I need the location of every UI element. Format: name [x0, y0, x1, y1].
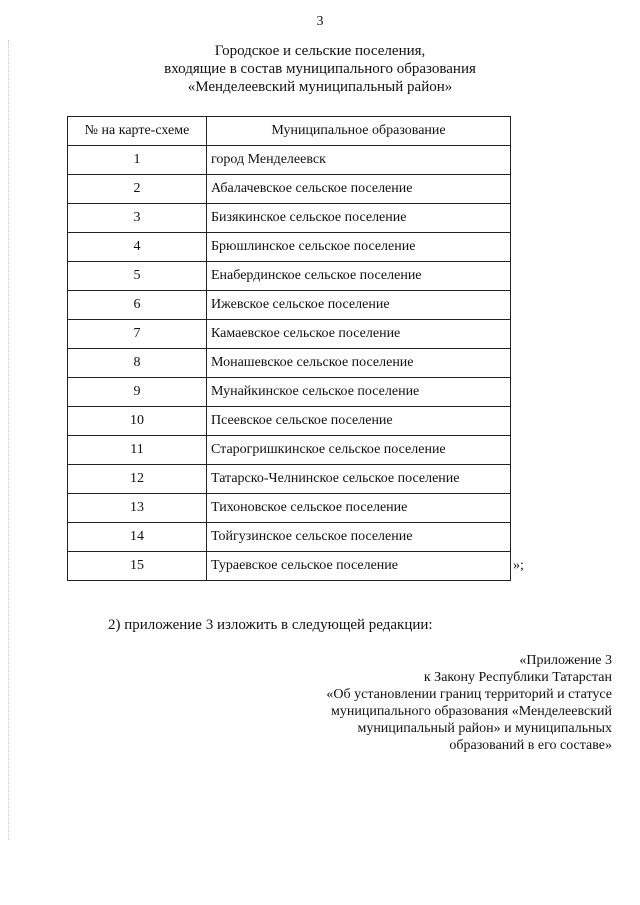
appendix-reference [252, 652, 612, 754]
document-heading [0, 42, 640, 96]
row-municipality-name: Абалачевское сельское поселение [207, 175, 511, 204]
appendix-line-6: образований в его составе» [449, 738, 612, 753]
appendix-line-2: к Закону Республики Татарстан [423, 670, 612, 685]
row-municipality-name: Старогришкинское сельское поселение [207, 436, 511, 465]
table-row [68, 262, 511, 291]
row-municipality-name: Тойгузинское сельское поселение [207, 523, 511, 552]
heading-line-3: «Менделеевский муниципальный район» [187, 79, 453, 95]
table-row [68, 204, 511, 233]
row-map-number: 6 [68, 291, 207, 320]
column-header-municipality: Муниципальное образование [207, 117, 511, 146]
closing-quote: »; [513, 558, 524, 573]
amendment-clause: 2) приложение 3 изложить в следующей редакции: [108, 617, 433, 633]
settlements-table [67, 116, 511, 581]
row-municipality-name: Тураевское сельское поселение [207, 552, 511, 581]
row-map-number: 1 [68, 146, 207, 175]
heading-line-1: Городское и сельские поселения, [214, 43, 426, 59]
table-row [68, 291, 511, 320]
row-map-number: 8 [68, 349, 207, 378]
row-municipality-name: Мунайкинское сельское поселение [207, 378, 511, 407]
row-municipality-name: Камаевское сельское поселение [207, 320, 511, 349]
appendix-line-1: «Приложение 3 [519, 653, 612, 668]
row-map-number: 10 [68, 407, 207, 436]
row-municipality-name: Енабердинское сельское поселение [207, 262, 511, 291]
row-map-number: 9 [68, 378, 207, 407]
column-header-map-number: № на карте-схеме [68, 117, 207, 146]
table-row [68, 523, 511, 552]
table-row [68, 494, 511, 523]
row-map-number: 5 [68, 262, 207, 291]
row-map-number: 7 [68, 320, 207, 349]
table-header-row [68, 117, 511, 146]
page-number: 3 [316, 14, 324, 29]
table-row [68, 349, 511, 378]
appendix-line-3: «Об установлении границ территорий и статусе [326, 687, 612, 702]
row-map-number: 12 [68, 465, 207, 494]
scan-margin-rule [8, 40, 9, 840]
row-map-number: 3 [68, 204, 207, 233]
row-municipality-name: Ижевское сельское поселение [207, 291, 511, 320]
table-row [68, 552, 511, 581]
appendix-line-4: муниципального образования «Менделеевский [330, 704, 612, 719]
table-row [68, 378, 511, 407]
table-row [68, 175, 511, 204]
table-row [68, 233, 511, 262]
row-municipality-name: Псеевское сельское поселение [207, 407, 511, 436]
row-municipality-name: Монашевское сельское поселение [207, 349, 511, 378]
row-municipality-name: город Менделеевск [207, 146, 511, 175]
appendix-line-5: муниципальный район» и муниципальных [357, 721, 612, 736]
row-map-number: 14 [68, 523, 207, 552]
row-map-number: 13 [68, 494, 207, 523]
row-municipality-name: Тихоновское сельское поселение [207, 494, 511, 523]
table-row [68, 436, 511, 465]
row-municipality-name: Татарско-Челнинское сельское поселение [207, 465, 511, 494]
row-map-number: 2 [68, 175, 207, 204]
row-map-number: 15 [68, 552, 207, 581]
table-row [68, 146, 511, 175]
row-map-number: 4 [68, 233, 207, 262]
table-body [68, 146, 511, 581]
table-row [68, 320, 511, 349]
row-municipality-name: Брюшлинское сельское поселение [207, 233, 511, 262]
table-row [68, 407, 511, 436]
row-map-number: 11 [68, 436, 207, 465]
heading-line-2: входящие в состав муниципального образования [164, 61, 476, 77]
table-row [68, 465, 511, 494]
row-municipality-name: Бизякинское сельское поселение [207, 204, 511, 233]
